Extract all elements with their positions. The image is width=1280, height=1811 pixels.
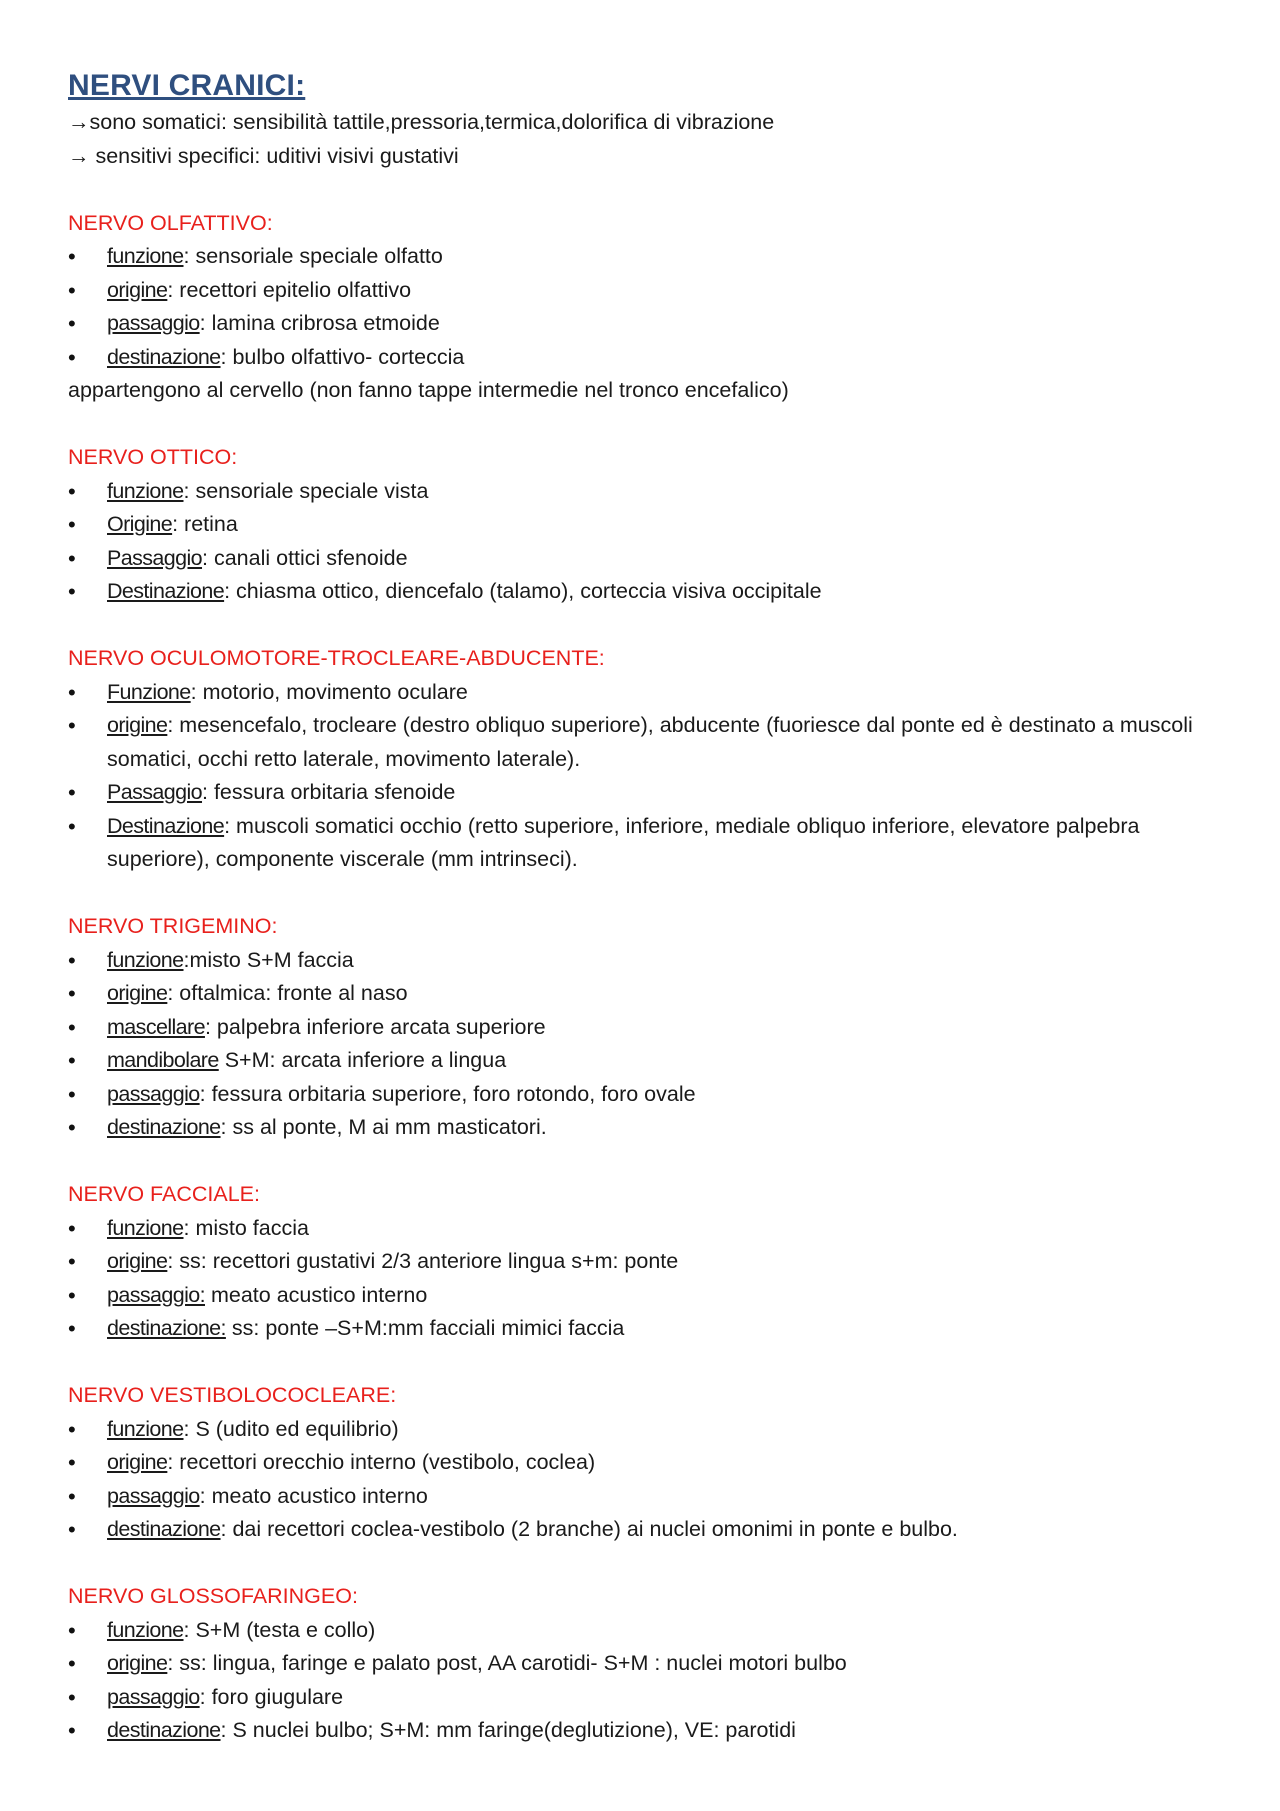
item-label: funzione <box>107 1215 184 1240</box>
item-label: funzione <box>107 1617 184 1642</box>
item-label: Origine <box>107 512 173 536</box>
item-text: : S nuclei bulbo; S+M: mm faringe(deglutizione), VE: parotidi <box>220 1718 796 1742</box>
list-item <box>68 1513 1228 1547</box>
item-label: destinazione <box>107 1115 221 1139</box>
item-label: Destinazione <box>107 579 225 603</box>
item-text: meato acustico interno <box>205 1282 428 1307</box>
item-label: destinazione <box>107 1718 221 1742</box>
intro-line: →sono somatici: sensibilità tattile,pressoria,termica,dolorifica di vibrazione <box>68 110 775 134</box>
nerve-section <box>68 642 1228 877</box>
item-label: Passaggio <box>107 780 203 804</box>
item-label: destinazione <box>107 344 221 369</box>
item-label: origine <box>107 277 168 302</box>
nerve-section <box>68 910 1228 1145</box>
section-title: NERVO OCULOMOTORE-TROCLEARE-ABDUCENTE: <box>68 646 605 670</box>
list-item <box>68 575 1228 609</box>
item-text: : palpebra inferiore arcata superiore <box>204 1014 546 1039</box>
list-item <box>68 1681 1228 1715</box>
item-text: : ss: lingua, faringe e palato post, AA carotidi- S+M : nuclei motori bulbo <box>167 1651 847 1675</box>
section-title: NERVO VESTIBOLOCOCLEARE: <box>68 1383 397 1407</box>
item-text: : retina <box>172 512 238 536</box>
item-text: S+M: arcata inferiore a lingua <box>218 1048 507 1072</box>
bullet-list <box>68 676 1228 877</box>
list-item <box>68 1446 1228 1480</box>
item-label: destinazione <box>107 1517 221 1541</box>
list-item <box>68 1480 1228 1514</box>
item-text: : motorio, movimento oculare <box>190 679 468 704</box>
item-label: mascellare <box>107 1014 205 1039</box>
item-label: passaggio <box>107 1483 200 1508</box>
bullet-list <box>68 1614 1228 1748</box>
list-item <box>68 810 1228 877</box>
nerve-section <box>68 1178 1228 1346</box>
list-item <box>68 1647 1228 1681</box>
item-text: : lamina cribrosa etmoide <box>199 311 440 335</box>
list-item <box>68 1011 1228 1045</box>
item-text: : S (udito ed equilibrio) <box>183 1416 399 1441</box>
list-item <box>68 1413 1228 1447</box>
section-title: NERVO FACCIALE: <box>68 1182 260 1206</box>
document-page <box>68 66 1228 1748</box>
list-item <box>68 676 1228 710</box>
list-item <box>68 341 1228 375</box>
list-item <box>68 1111 1228 1145</box>
list-item <box>68 1279 1228 1313</box>
list-item <box>68 776 1228 810</box>
item-text: : muscoli somatici occhio (retto superiore, inferiore, mediale obliquo inferiore, elevatore palpebra superiore), componente viscerale (mm intrinseci). <box>107 813 1140 871</box>
list-item <box>68 508 1228 542</box>
section-title: NERVO GLOSSOFARINGEO: <box>68 1584 358 1608</box>
bullet-list <box>68 475 1228 609</box>
item-text: : mesencefalo, trocleare (destro obliquo superiore), abducente (fuoriesce dal ponte ed è destinato a muscoli somatici, occhi retto laterale, movimento laterale). <box>107 713 1193 771</box>
item-label: funzione <box>107 478 184 503</box>
item-text: : meato acustico interno <box>199 1483 428 1508</box>
list-item <box>68 475 1228 509</box>
list-item <box>68 274 1228 308</box>
item-text: : oftalmica: fronte al naso <box>167 981 408 1005</box>
item-text: : sensoriale speciale vista <box>183 478 429 503</box>
list-item <box>68 1044 1228 1078</box>
section-title: NERVO TRIGEMINO: <box>68 914 278 938</box>
list-item <box>68 977 1228 1011</box>
item-label: origine <box>107 1249 168 1273</box>
item-label: origine <box>107 713 168 737</box>
item-text: ss: ponte –S+M:mm facciali mimici faccia <box>225 1316 625 1340</box>
item-label: Funzione <box>107 679 191 704</box>
bullet-list <box>68 1413 1228 1547</box>
item-text: : fessura orbitaria superiore, foro rotondo, foro ovale <box>199 1081 696 1106</box>
nerve-section <box>68 207 1228 408</box>
item-text: : chiasma ottico, diencefalo (talamo), corteccia visiva occipitale <box>224 579 822 603</box>
section-note: appartengono al cervello (non fanno tappe intermedie nel tronco encefalico) <box>68 378 789 402</box>
item-label: Passaggio <box>107 545 203 570</box>
item-text: : canali ottici sfenoide <box>202 545 408 570</box>
intro-line: → sensitivi specifici: uditivi visivi gustativi <box>68 143 459 168</box>
item-text: : misto faccia <box>183 1215 309 1240</box>
nerve-section <box>68 441 1228 609</box>
item-text: : dai recettori coclea-vestibolo (2 branche) ai nuclei omonimi in ponte e bulbo. <box>220 1517 958 1541</box>
list-item <box>68 307 1228 341</box>
item-label: Destinazione <box>107 813 225 838</box>
bullet-list <box>68 240 1228 374</box>
item-label: passaggio <box>107 1684 200 1709</box>
list-item <box>68 944 1228 978</box>
list-item <box>68 240 1228 274</box>
list-item <box>68 1245 1228 1279</box>
list-item <box>68 1714 1228 1748</box>
list-item <box>68 1212 1228 1246</box>
item-label: origine <box>107 981 168 1005</box>
item-text: : fessura orbitaria sfenoide <box>202 780 456 804</box>
item-label: destinazione: <box>107 1316 226 1340</box>
page-title: NERVI CRANICI: <box>68 69 306 102</box>
item-text: : recettori epitelio olfattivo <box>167 277 412 302</box>
nerve-section <box>68 1379 1228 1547</box>
list-item <box>68 1078 1228 1112</box>
item-text: :misto S+M faccia <box>183 947 354 972</box>
item-text: : sensoriale speciale olfatto <box>183 244 443 268</box>
item-text: : ss al ponte, M ai mm masticatori. <box>220 1115 547 1139</box>
item-label: funzione <box>107 244 184 268</box>
item-label: passaggio <box>107 311 200 335</box>
sections-container <box>68 207 1228 1748</box>
nerve-section <box>68 1580 1228 1748</box>
list-item <box>68 1312 1228 1346</box>
list-item <box>68 542 1228 576</box>
list-item <box>68 1614 1228 1648</box>
item-label: passaggio: <box>107 1282 205 1307</box>
item-label: funzione <box>107 947 184 972</box>
item-label: origine <box>107 1450 168 1474</box>
item-text: : foro giugulare <box>199 1684 344 1709</box>
item-text: : bulbo olfattivo- corteccia <box>220 344 465 369</box>
list-item <box>68 709 1228 776</box>
bullet-list <box>68 1212 1228 1346</box>
section-title: NERVO OTTICO: <box>68 445 238 469</box>
item-text: : ss: recettori gustativi 2/3 anteriore lingua s+m: ponte <box>167 1249 679 1273</box>
item-text: : S+M (testa e collo) <box>183 1617 376 1642</box>
bullet-list <box>68 944 1228 1145</box>
item-label: passaggio <box>107 1081 200 1106</box>
item-text: : recettori orecchio interno (vestibolo, coclea) <box>167 1450 596 1474</box>
item-label: origine <box>107 1651 168 1675</box>
item-label: mandibolare <box>107 1048 219 1072</box>
section-title: NERVO OLFATTIVO: <box>68 210 273 235</box>
item-label: funzione <box>107 1416 184 1441</box>
